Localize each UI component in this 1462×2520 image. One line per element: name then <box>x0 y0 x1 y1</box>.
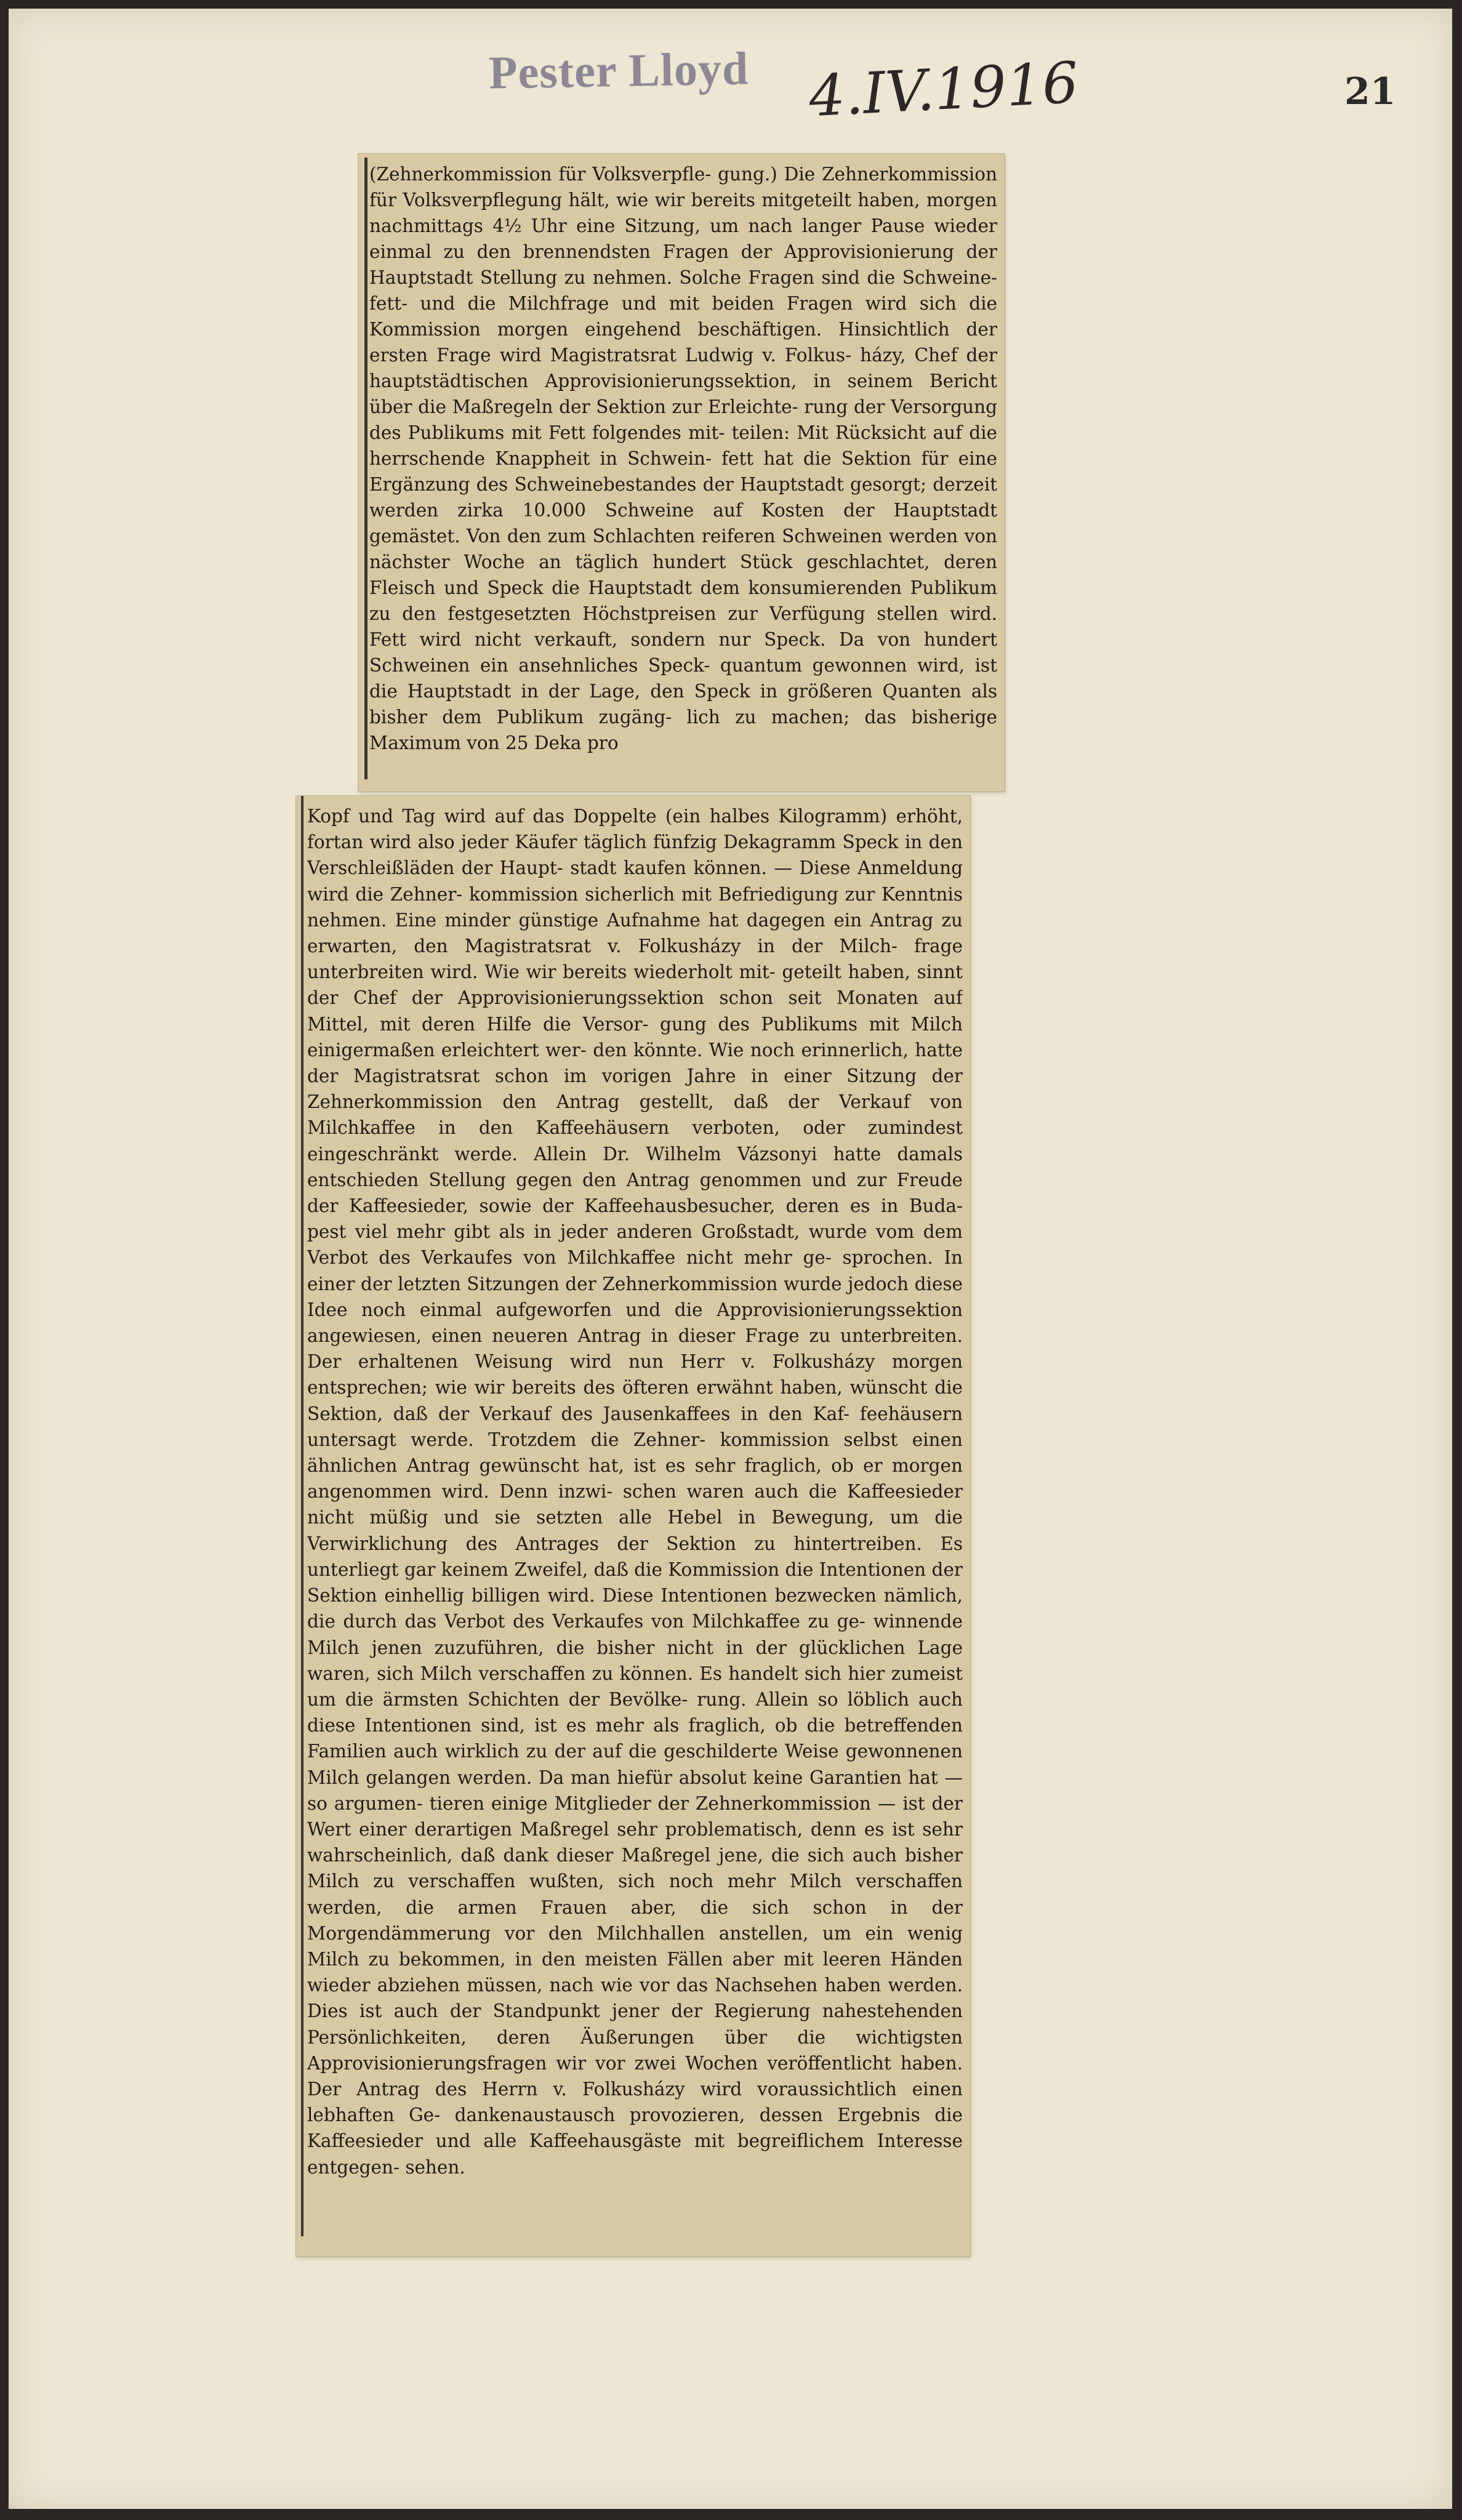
newspaper-stamp: Pester Lloyd <box>488 42 749 99</box>
handwritten-date: 4.IV.1916 <box>807 49 1080 130</box>
margin-marker <box>364 158 368 779</box>
page-number: 21 <box>1344 70 1396 113</box>
margin-marker <box>301 796 303 2236</box>
clipping-top <box>358 154 1005 792</box>
clipping-bottom <box>296 796 970 2257</box>
clipping-top-text: (Zehnerkommission für Volksverpfle- gung.) Die Zehnerkommission für Volksverpflegung hält, wie wir bereits mitgeteilt haben, morgen nachmittags 4½ Uhr eine Sitzung, um nach langer Pause wieder einmal zu den brennendsten Fragen der Approvisionierung der Hauptstadt Stellung zu nehmen. Solche Fragen sind die Schweine- fett- und die Milchfrage und mit beiden Fragen wird sich die Kommission morgen eingehend beschäftigen. Hinsichtlich der ersten Frage wird Magistratsrat Ludwig v. Folkus- házy, Chef der hauptstädtischen Approvisionierungssektion, in seinem Bericht über die Maßregeln der Sektion zur Erleichte- rung der Versorgung des Publikums mit Fett folgendes mit- teilen: Mit Rücksicht auf die herrschende Knappheit in Schwein- fett hat die Sektion für eine Ergänzung des Schweinebestandes der Hauptstadt gesorgt; derzeit werden zirka 10.000 Schweine auf Kosten der Hauptstadt gemästet. Von den zum Schlachten reiferen Schweinen werden von nächster Woche an täglich hundert Stück geschlachtet, deren Fleisch und Speck die Hauptstadt dem konsumierenden Publikum zu den festgesetzten Höchstpreisen zur Verfügung stellen wird. Fett wird nicht verkauft, sondern nur Speck. Da von hundert Schweinen ein ansehnliches Speck- quantum gewonnen wird, ist die Hauptstadt in der Lage, den Speck in größeren Quanten als bisher dem Publikum zugäng- lich zu machen; das bisherige Maximum von 25 Deka pro <box>369 164 997 753</box>
clipping-bottom-text: Kopf und Tag wird auf das Doppelte (ein halbes Kilogramm) erhöht, fortan wird also jeder Käufer täglich fünfzig Dekagramm Speck in den Verschleißläden der Haupt- stadt kaufen können. — Diese Anmeldung wird die Zehner- kommission sicherlich mit Befriedigung zur Kenntnis nehmen. Eine minder günstige Aufnahme hat dagegen ein Antrag zu erwarten, den Magistratsrat v. Folkusházy in der Milch- frage unterbreiten wird. Wie wir bereits wiederholt mit- geteilt haben, sinnt der Chef der Approvisionierungssektion schon seit Monaten auf Mittel, mit deren Hilfe die Versor- gung des Publikums mit Milch einigermaßen erleichtert wer- den könnte. Wie noch erinnerlich, hatte der Magistratsrat schon im vorigen Jahre in einer Sitzung der Zehnerkommission den Antrag gestellt, daß der Verkauf von Milchkaffee in den Kaffeehäusern verboten, oder zumindest eingeschränkt werde. Allein Dr. Wilhelm Vázsonyi hatte damals entschieden Stellung gegen den Antrag genommen und zur Freude der Kaffeesieder, sowie der Kaffeehausbesucher, deren es in Buda- pest viel mehr gibt als in jeder anderen Großstadt, wurde vom dem Verbot des Verkaufes von Milchkaffee nicht mehr ge- sprochen. In einer der letzten Sitzungen der Zehnerkommission wurde jedoch diese Idee noch einmal aufgeworfen und die Approvisionierungssektion angewiesen, einen neueren Antrag in dieser Frage zu unterbreiten. Der erhaltenen Weisung wird nun Herr v. Folkusházy morgen entsprechen; wie wir bereits des öfteren erwähnt haben, wünscht die Sektion, daß der Verkauf des Jausenkaffees in den Kaf- feehäusern untersagt werde. Trotzdem die Zehner- kommission selbst einen ähnlichen Antrag gewünscht hat, ist es sehr fraglich, ob er morgen angenommen wird. Denn inzwi- schen waren auch die Kaffeesieder nicht müßig und sie setzten alle Hebel in Bewegung, um die Verwirklichung des Antrages der Sektion zu hintertreiben. Es unterliegt gar keinem Zweifel, daß die Kommission die Intentionen der Sektion einhellig billigen wird. Diese Intentionen bezwecken nämlich, die durch das Verbot des Verkaufes von Milchkaffee zu ge- winnende Milch jenen zuzuführen, die bisher nicht in der glücklichen Lage waren, sich Milch verschaffen zu können. Es handelt sich hier zumeist um die ärmsten Schichten der Bevölke- rung. Allein so löblich auch diese Intentionen sind, ist es mehr als fraglich, ob die betreffenden Familien auch wirklich zu der auf die geschilderte Weise gewonnenen Milch gelangen werden. Da man hiefür absolut keine Garantien hat — so argumen- tieren einige Mitglieder der Zehnerkommission — ist der Wert einer derartigen Maßregel sehr problematisch, denn es ist sehr wahrscheinlich, daß dank dieser Maßregel jene, die sich auch bisher Milch zu verschaffen wußten, sich noch mehr Milch verschaffen werden, die armen Frauen aber, die sich schon in der Morgendämmerung vor den Milchhallen anstellen, um ein wenig Milch zu bekommen, in den meisten Fällen aber mit leeren Händen wieder abziehen müssen, nach wie vor das Nachsehen haben werden. Dies ist auch der Standpunkt jener der Regierung nahestehenden Persönlichkeiten, deren Äußerungen über die wichtigsten Approvisionierungsfragen wir vor zwei Wochen veröffentlicht haben. Der Antrag des Herrn v. Folkusházy wird voraussichtlich einen lebhaften Ge- dankenaustausch provozieren, dessen Ergebnis die Kaffeesieder und alle Kaffeehausgäste mit begreiflichem Interesse entgegen- sehen. <box>307 806 963 2178</box>
